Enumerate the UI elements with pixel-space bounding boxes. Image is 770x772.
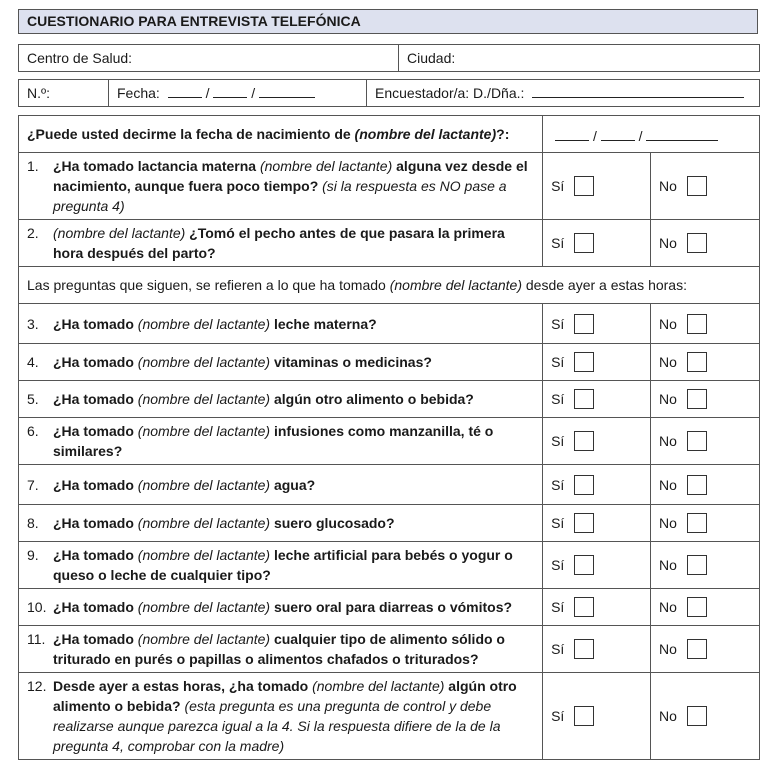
question-body: Desde ayer a estas horas, ¿ha tomado (nombre del lactante) algún otro alimento o bebida? (esta pregunta es una pregunta de control y debe realizarse aunque parezca igual a la 4. Si la respuesta difiere de la de la pregunta 4, comprobar con la madre) bbox=[53, 678, 517, 754]
option-label: No bbox=[659, 391, 677, 407]
question-body: ¿Ha tomado (nombre del lactante) algún otro alimento o bebida? bbox=[53, 391, 474, 407]
birth-slash-2: / bbox=[638, 127, 643, 144]
question-text bbox=[19, 589, 543, 626]
question-number: 10. bbox=[27, 599, 47, 615]
question-number: 11. bbox=[27, 631, 46, 647]
no-checkbox[interactable] bbox=[687, 475, 707, 495]
questionnaire-table bbox=[18, 115, 760, 760]
question-text bbox=[19, 304, 543, 344]
option-label: Sí bbox=[551, 515, 565, 531]
si-checkbox[interactable] bbox=[574, 597, 594, 617]
si-checkbox[interactable] bbox=[574, 431, 594, 451]
question-text bbox=[19, 542, 543, 589]
option-no[interactable] bbox=[651, 505, 760, 542]
question-row bbox=[19, 589, 760, 626]
question-row bbox=[19, 220, 760, 267]
option-si[interactable] bbox=[543, 304, 651, 344]
question-text bbox=[19, 626, 543, 673]
no-checkbox[interactable] bbox=[687, 706, 707, 726]
city-label: Ciudad: bbox=[407, 50, 456, 66]
birth-month-blank[interactable] bbox=[601, 125, 635, 141]
date-field[interactable] bbox=[109, 80, 367, 106]
question-row bbox=[19, 381, 760, 418]
option-label: Sí bbox=[551, 476, 565, 493]
form-title: CUESTIONARIO PARA ENTREVISTA TELEFÓNICA bbox=[18, 9, 758, 34]
question-body: ¿Ha tomado (nombre del lactante) leche materna? bbox=[53, 315, 377, 332]
no-checkbox[interactable] bbox=[687, 597, 707, 617]
option-label: Sí bbox=[551, 178, 565, 194]
si-checkbox[interactable] bbox=[574, 176, 594, 196]
option-si[interactable] bbox=[543, 418, 651, 465]
interviewer-label: Encuestador/a: D./Dña.: bbox=[375, 85, 525, 101]
question-row bbox=[19, 542, 760, 589]
option-si[interactable] bbox=[543, 220, 651, 267]
birth-slash-1: / bbox=[592, 127, 597, 144]
question-text bbox=[19, 505, 543, 542]
option-label: No bbox=[659, 557, 677, 573]
question-text bbox=[19, 465, 543, 505]
health-center-field[interactable] bbox=[19, 45, 399, 71]
option-no[interactable] bbox=[651, 542, 760, 589]
option-si[interactable] bbox=[543, 542, 651, 589]
option-si[interactable] bbox=[543, 673, 651, 760]
option-label: Sí bbox=[551, 433, 565, 449]
question-number: 4. bbox=[27, 354, 39, 370]
si-checkbox[interactable] bbox=[574, 639, 594, 659]
option-si[interactable] bbox=[543, 626, 651, 673]
option-no[interactable] bbox=[651, 418, 760, 465]
si-checkbox[interactable] bbox=[574, 233, 594, 253]
interviewer-blank[interactable] bbox=[532, 82, 744, 98]
option-si[interactable] bbox=[543, 344, 651, 381]
question-text bbox=[19, 418, 543, 465]
option-label: No bbox=[659, 354, 677, 370]
date-day-blank[interactable] bbox=[168, 82, 202, 98]
question-text bbox=[19, 153, 543, 220]
question-row bbox=[19, 465, 760, 505]
option-si[interactable] bbox=[543, 465, 651, 505]
option-label: No bbox=[659, 599, 677, 615]
birth-year-blank[interactable] bbox=[646, 125, 718, 141]
no-checkbox[interactable] bbox=[687, 352, 707, 372]
question-body: (nombre del lactante) ¿Tomó el pecho antes de que pasara la primera hora después del parto? bbox=[53, 225, 505, 261]
question-row bbox=[19, 344, 760, 381]
no-checkbox[interactable] bbox=[687, 176, 707, 196]
option-label: Sí bbox=[551, 641, 565, 657]
health-center-row bbox=[18, 44, 760, 72]
question-number: 8. bbox=[27, 515, 39, 531]
interviewer-field[interactable] bbox=[367, 80, 759, 106]
option-label: No bbox=[659, 433, 677, 449]
birth-date-question: ¿Puede usted decirme la fecha de nacimiento de (nombre del lactante)?: bbox=[19, 116, 543, 153]
si-checkbox[interactable] bbox=[574, 555, 594, 575]
option-si[interactable] bbox=[543, 589, 651, 626]
question-row bbox=[19, 153, 760, 220]
question-row bbox=[19, 304, 760, 344]
no-checkbox[interactable] bbox=[687, 431, 707, 451]
option-no[interactable] bbox=[651, 465, 760, 505]
question-body: ¿Ha tomado (nombre del lactante) leche artificial para bebés o yogur o queso o leche de cualquier tipo? bbox=[53, 547, 513, 583]
no-checkbox[interactable] bbox=[687, 233, 707, 253]
question-text bbox=[19, 381, 543, 418]
si-checkbox[interactable] bbox=[574, 389, 594, 409]
interview-info-row bbox=[18, 79, 760, 107]
option-label: Sí bbox=[551, 708, 565, 724]
si-checkbox[interactable] bbox=[574, 352, 594, 372]
si-checkbox[interactable] bbox=[574, 314, 594, 334]
option-no[interactable] bbox=[651, 626, 760, 673]
question-body: ¿Ha tomado lactancia materna (nombre del lactante) alguna vez desde el nacimiento, aunque fuera poco tiempo? (si la respuesta es NO pase a pregunta 4) bbox=[53, 158, 528, 214]
birth-date-field[interactable] bbox=[543, 116, 760, 153]
number-label: N.º: bbox=[27, 85, 51, 101]
no-checkbox[interactable] bbox=[687, 513, 707, 533]
question-row bbox=[19, 626, 760, 673]
option-label: No bbox=[659, 708, 677, 724]
option-label: No bbox=[659, 178, 677, 194]
info-row bbox=[19, 267, 760, 304]
date-month-blank[interactable] bbox=[213, 82, 247, 98]
birth-day-blank[interactable] bbox=[555, 125, 589, 141]
option-si[interactable] bbox=[543, 381, 651, 418]
option-label: Sí bbox=[551, 557, 565, 573]
no-checkbox[interactable] bbox=[687, 314, 707, 334]
option-no[interactable] bbox=[651, 153, 760, 220]
option-label: Sí bbox=[551, 391, 565, 407]
option-si[interactable] bbox=[543, 153, 651, 220]
option-label: No bbox=[659, 476, 677, 493]
health-center-label: Centro de Salud: bbox=[27, 50, 133, 66]
question-row bbox=[19, 673, 760, 760]
city-field[interactable] bbox=[399, 45, 759, 71]
question-body: ¿Ha tomado (nombre del lactante) suero oral para diarreas o vómitos? bbox=[53, 599, 513, 615]
option-label: Sí bbox=[551, 354, 565, 370]
si-checkbox[interactable] bbox=[574, 475, 594, 495]
question-number: 5. bbox=[27, 391, 39, 407]
option-no[interactable] bbox=[651, 304, 760, 344]
question-text bbox=[19, 673, 543, 760]
option-label: Sí bbox=[551, 235, 565, 251]
option-no[interactable] bbox=[651, 589, 760, 626]
info-text: Las preguntas que siguen, se refieren a lo que ha tomado (nombre del lactante) desde ayer a estas horas: bbox=[19, 267, 760, 304]
question-row bbox=[19, 418, 760, 465]
date-year-blank[interactable] bbox=[259, 82, 315, 98]
question-number: 7. bbox=[27, 476, 39, 493]
option-label: No bbox=[659, 235, 677, 251]
option-label: Sí bbox=[551, 599, 565, 615]
option-no[interactable] bbox=[651, 381, 760, 418]
question-body: ¿Ha tomado (nombre del lactante) suero glucosado? bbox=[53, 515, 395, 531]
no-checkbox[interactable] bbox=[687, 639, 707, 659]
date-label: Fecha: bbox=[117, 85, 160, 101]
question-number: 12. bbox=[27, 678, 47, 694]
option-label: No bbox=[659, 315, 677, 332]
question-number: 1. bbox=[27, 158, 39, 174]
question-row bbox=[19, 505, 760, 542]
question-number: 2. bbox=[27, 225, 39, 241]
birth-date-row bbox=[19, 116, 760, 153]
option-si[interactable] bbox=[543, 505, 651, 542]
option-no[interactable] bbox=[651, 220, 760, 267]
question-body: ¿Ha tomado (nombre del lactante) cualquier tipo de alimento sólido o triturado en purés o papillas o alimentos chafados o triturados? bbox=[53, 631, 505, 667]
si-checkbox[interactable] bbox=[574, 513, 594, 533]
option-label: Sí bbox=[551, 315, 565, 332]
option-label: No bbox=[659, 641, 677, 657]
question-number: 3. bbox=[27, 315, 39, 332]
question-body: ¿Ha tomado (nombre del lactante) infusiones como manzanilla, té o similares? bbox=[53, 423, 494, 459]
question-number: 6. bbox=[27, 423, 39, 439]
question-text bbox=[19, 220, 543, 267]
no-checkbox[interactable] bbox=[687, 389, 707, 409]
question-text bbox=[19, 344, 543, 381]
no-checkbox[interactable] bbox=[687, 555, 707, 575]
option-no[interactable] bbox=[651, 344, 760, 381]
question-number: 9. bbox=[27, 547, 39, 563]
option-label: No bbox=[659, 515, 677, 531]
si-checkbox[interactable] bbox=[574, 706, 594, 726]
question-body: ¿Ha tomado (nombre del lactante) agua? bbox=[53, 476, 316, 493]
number-field[interactable] bbox=[19, 80, 109, 106]
option-no[interactable] bbox=[651, 673, 760, 760]
date-slash-1: / bbox=[205, 85, 210, 101]
date-slash-2: / bbox=[251, 85, 256, 101]
question-body: ¿Ha tomado (nombre del lactante) vitaminas o medicinas? bbox=[53, 354, 432, 370]
